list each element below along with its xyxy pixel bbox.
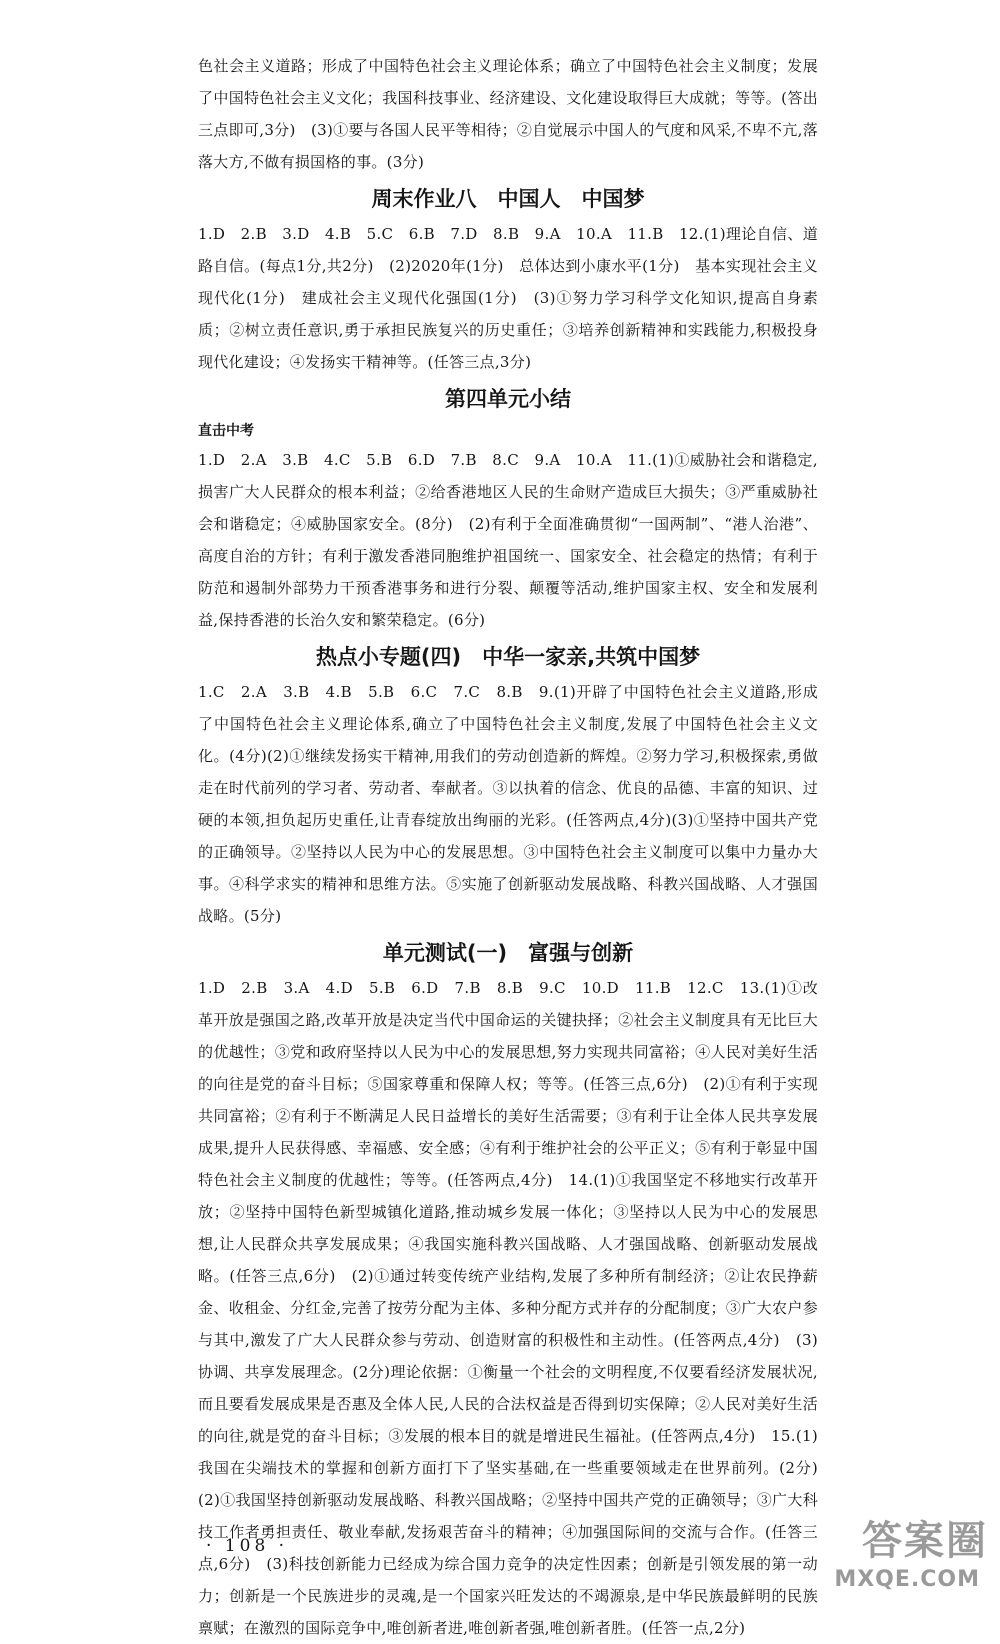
section-answers-weekend-8: 1.D 2.B 3.D 4.B 5.C 6.B 7.D 8.B 9.A 10.A 11.B 12.(1)理论自信、道路自信。(每点1分,共2分) (2)2020年(1分) 总体达到小康水平(1分) 基本实现社会主义现代化(1分) 建成社会主义现代化强国(1分) (3)①努力学习科学文化知识,提高自身素质；②树立责任意识,勇于承担民族复兴的历史重任；③培养创新精神和实践能力,积极投身现代化建设；④发扬实干精神等。(任答三点,3分): [198, 225, 818, 371]
section-answers-hot-topic-4: 1.C 2.A 3.B 4.B 5.B 6.C 7.C 8.B 9.(1)开辟了中国特色社会主义道路,形成了中国特色社会主义理论体系,确立了中国特色社会主义制度,发展了中国特色社会主义文化。(4分)(2)①继续发扬实干精神,用我们的劳动创造新的辉煌。②努力学习,积极探索,勇做走在时代前列的学习者、劳动者、奉献者。③以执着的信念、优良的品德、丰富的知识、过硬的本领,担负起历史重任,让青春绽放出绚丽的光彩。(任答两点,4分)(3)①坚持中国共产党的正确领导。②坚持以人民为中心的发展思想。③中国特色社会主义制度可以集中力量办大事。④科学求实的精神和思维方法。⑤实施了创新驱动发展战略、科教兴国战略、人才强国战略。(5分): [198, 683, 818, 925]
watermark-logo: 答案圈: [862, 1518, 988, 1564]
section-title-unit-test-1: 单元测试(一) 富强与创新: [382, 941, 634, 965]
watermark-url: MXQE.COM: [834, 1567, 980, 1592]
section-title-unit-4-summary: 第四单元小结: [445, 387, 571, 411]
section-answers-unit-4-summary: 1.D 2.A 3.B 4.C 5.B 6.D 7.B 8.C 9.A 10.A 11.(1)①威胁社会和谐稳定,损害广大人民群众的根本利益；②给香港地区人民的生命财产造成巨大损失；③严重威胁社会和谐稳定；④威胁国家安全。(8分) (2)有利于全面准确贯彻“一国两制”、“港人治港”、高度自治的方针；有利于激发香港同胞维护祖国统一、国家安全、社会稳定的热情；有利于防范和遏制外部势力干预香港事务和进行分裂、颠覆等活动,维护国家主权、安全和发展利益,保持香港的长治久安和繁荣稳定。(6分): [198, 451, 818, 629]
section-title-hot-topic-4: 热点小专题(四) 中华一家亲,共筑中国梦: [315, 645, 701, 669]
page-content: [198, 50, 834, 1644]
intro-paragraph: 色社会主义道路；形成了中国特色社会主义理论体系；确立了中国特色社会主义制度；发展了中国特色社会主义文化；我国科技事业、经济建设、文化建设取得巨大成就；等等。(答出三点即可,3分) (3)①要与各国人民平等相待；②自觉展示中国人的气度和风采,不卑不亢,落落大方,不做有损国格的事。(3分): [198, 57, 818, 171]
section-answers-unit-test-1: 1.D 2.B 3.A 4.D 5.B 6.D 7.B 8.B 9.C 10.D 11.B 12.C 13.(1)①改革开放是强国之路,改革开放是决定当代中国命运的关键抉择；②社会主义制度具有无比巨大的优越性；③党和政府坚持以人民为中心的发展思想,努力实现共同富裕；④人民对美好生活的向往是党的奋斗目标；⑤国家尊重和保障人权；等等。(任答三点,6分) (2)①有利于实现共同富裕；②有利于不断满足人民日益增长的美好生活需要；③有利于让全体人民共享发展成果,提升人民获得感、幸福感、安全感；④有利于维护社会的公平正义；⑤有利于彰显中国特色社会主义制度的优越性；等等。(任答两点,4分) 14.(1)①我国坚定不移地实行改革开放；②坚持中国特色新型城镇化道路,推动城乡发展一体化；③坚持以人民为中心的发展思想,让人民群众共享发展成果；④我国实施科教兴国战略、人才强国战略、创新驱动发展战略。(任答三点,6分) (2)①通过转变传统产业结构,发展了多种所有制经济；②让农民挣薪金、收租金、分红金,完善了按劳分配为主体、多种分配方式并存的分配制度；③广大农户参与其中,激发了广大人民群众参与劳动、创造财富的积极性和主动性。(任答两点,4分) (3)协调、共享发展理念。(2分)理论依据：①衡量一个社会的文明程度,不仅要看经济发展状况,而且要看发展成果是否惠及全体人民,人民的合法权益是否得到切实保障；②人民对美好生活的向往,就是党的奋斗目标；③发展的根本目的就是增进民生福祉。(任答两点,4分) 15.(1)我国在尖端技术的掌握和创新方面打下了坚实基础,在一些重要领域走在世界前列。(2分) (2)①我国坚持创新驱动发展战略、科教兴国战略；②坚持中国共产党的正确领导；③广大科技工作者勇担责任、敬业奉献,发扬艰苦奋斗的精神；④加强国际间的交流与合作。(任答三点,6分) (3)科技创新能力已经成为综合国力竞争的决定性因素；创新是引领发展的第一动力；创新是一个民族进步的灵魂,是一个国家兴旺发达的不竭源泉,是中华民族最鲜明的民族禀赋；在激烈的国际竞争中,唯创新者进,唯创新者强,唯创新者胜。(任答一点,2分): [198, 979, 834, 1637]
page-number: · 108 ·: [206, 1536, 289, 1556]
section-sublabel-exam: 直击中考: [198, 423, 254, 439]
section-title-weekend-8: 周末作业八 中国人 中国梦: [371, 187, 645, 211]
